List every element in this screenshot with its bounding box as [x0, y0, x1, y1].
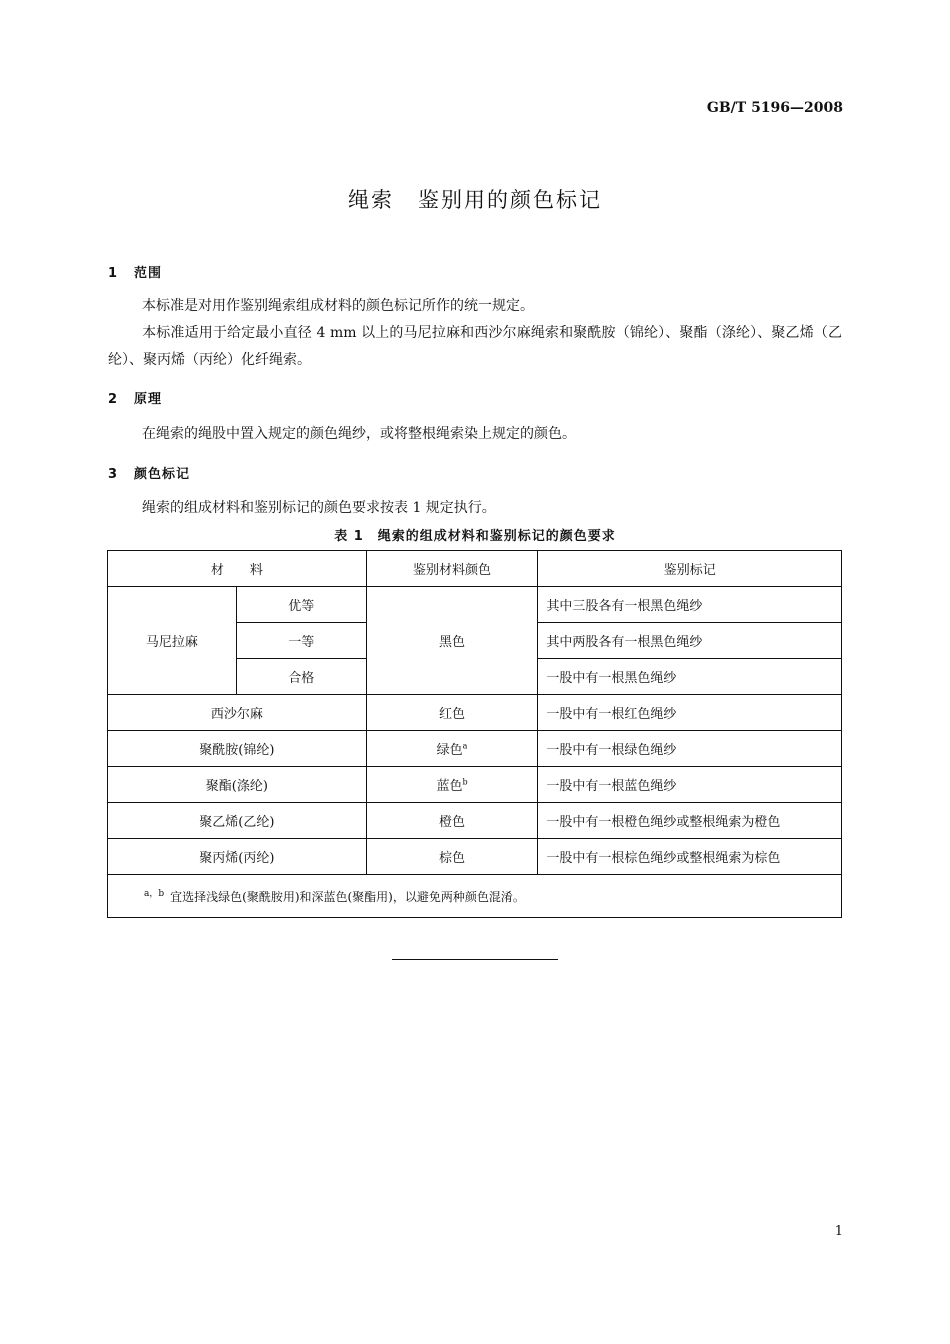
- paragraph-text: 本标准适用于给定最小直径 4 mm 以上的马尼拉麻和西沙尔麻绳索和聚酰胺（锦纶）、聚酯（涤纶）、聚乙烯（乙纶）、聚丙烯（丙纶）化纤绳索。: [108, 325, 842, 368]
- note-marker: a，b: [144, 888, 165, 899]
- section-title: 原理: [134, 392, 163, 407]
- color-cell: 黑色: [366, 587, 538, 695]
- table-row: [108, 839, 842, 875]
- table-caption: [0, 525, 950, 544]
- color-cell: [366, 767, 538, 803]
- material-cell: 聚酰胺(锦纶): [108, 731, 367, 767]
- title-part-2: 鉴别用的颜色标记: [418, 188, 602, 212]
- color-cell: [366, 803, 538, 839]
- color-text: 棕色: [439, 851, 466, 866]
- section-2-paragraph-1: [108, 421, 842, 448]
- section-number: 3: [108, 467, 119, 482]
- grade-cell: 优等: [236, 587, 366, 623]
- grade-cell: 合格: [236, 659, 366, 695]
- color-text: 蓝色: [436, 779, 463, 794]
- table-note: [108, 875, 842, 918]
- material-cell: 聚丙烯(丙纶): [108, 839, 367, 875]
- table-header-row: [108, 551, 842, 587]
- mark-cell: 一股中有一根绿色绳纱: [538, 731, 842, 767]
- color-cell: [366, 731, 538, 767]
- title-part-1: 绳索: [348, 188, 394, 212]
- mark-cell: 一股中有一根红色绳纱: [538, 695, 842, 731]
- footnote-marker: a: [462, 741, 468, 751]
- section-3-heading: [108, 463, 190, 482]
- color-text: 橙色: [439, 815, 466, 830]
- material-cell: 聚酯(涤纶): [108, 767, 367, 803]
- section-number: 2: [108, 392, 119, 407]
- color-text: 红色: [439, 707, 466, 722]
- table-caption-text: 绳索的组成材料和鉴别标记的颜色要求: [377, 529, 616, 544]
- section-title: 范围: [134, 266, 163, 281]
- mark-cell: 一股中有一根橙色绳纱或整根绳索为橙色: [538, 803, 842, 839]
- mark-cell: 其中两股各有一根黑色绳纱: [538, 623, 842, 659]
- section-1-paragraph-1: [108, 293, 842, 320]
- color-marking-table: [107, 550, 842, 918]
- table-note-row: [108, 875, 842, 918]
- section-1-paragraph-2: [108, 320, 842, 374]
- table-row: [108, 587, 842, 623]
- header-material: 材 料: [108, 551, 367, 587]
- table-caption-label: 表 1: [334, 529, 364, 544]
- section-3-paragraph-1: [108, 495, 842, 522]
- page-number: 1: [834, 1224, 843, 1239]
- header-color: 鉴别材料颜色: [366, 551, 538, 587]
- header-mark: 鉴别标记: [538, 551, 842, 587]
- color-cell: [366, 839, 538, 875]
- table-row: [108, 803, 842, 839]
- table-row: [108, 767, 842, 803]
- end-rule: [392, 959, 558, 960]
- section-1-heading: [108, 262, 162, 281]
- note-text: 宜选择浅绿色(聚酰胺用)和深蓝色(聚酯用)，以避免两种颜色混淆。: [170, 889, 525, 904]
- material-cell: 马尼拉麻: [108, 587, 237, 695]
- color-text: 绿色: [436, 743, 463, 758]
- table-row: [108, 695, 842, 731]
- mark-cell: 一股中有一根蓝色绳纱: [538, 767, 842, 803]
- material-cell: 聚乙烯(乙纶): [108, 803, 367, 839]
- document-title: [0, 184, 950, 214]
- paragraph-text: 本标准是对用作鉴别绳索组成材料的颜色标记所作的统一规定。: [142, 298, 534, 314]
- standard-code: GB/T 5196—2008: [706, 100, 843, 116]
- paragraph-text: 绳索的组成材料和鉴别标记的颜色要求按表 1 规定执行。: [142, 500, 496, 516]
- section-number: 1: [108, 266, 119, 281]
- color-cell: [366, 695, 538, 731]
- paragraph-text: 在绳索的绳股中置入规定的颜色绳纱，或将整根绳索染上规定的颜色。: [142, 426, 576, 442]
- section-2-heading: [108, 388, 162, 407]
- mark-cell: 一股中有一根棕色绳纱或整根绳索为棕色: [538, 839, 842, 875]
- mark-cell: 其中三股各有一根黑色绳纱: [538, 587, 842, 623]
- grade-cell: 一等: [236, 623, 366, 659]
- mark-cell: 一股中有一根黑色绳纱: [538, 659, 842, 695]
- footnote-marker: b: [462, 777, 468, 787]
- table-row: [108, 731, 842, 767]
- material-cell: 西沙尔麻: [108, 695, 367, 731]
- section-title: 颜色标记: [134, 467, 191, 482]
